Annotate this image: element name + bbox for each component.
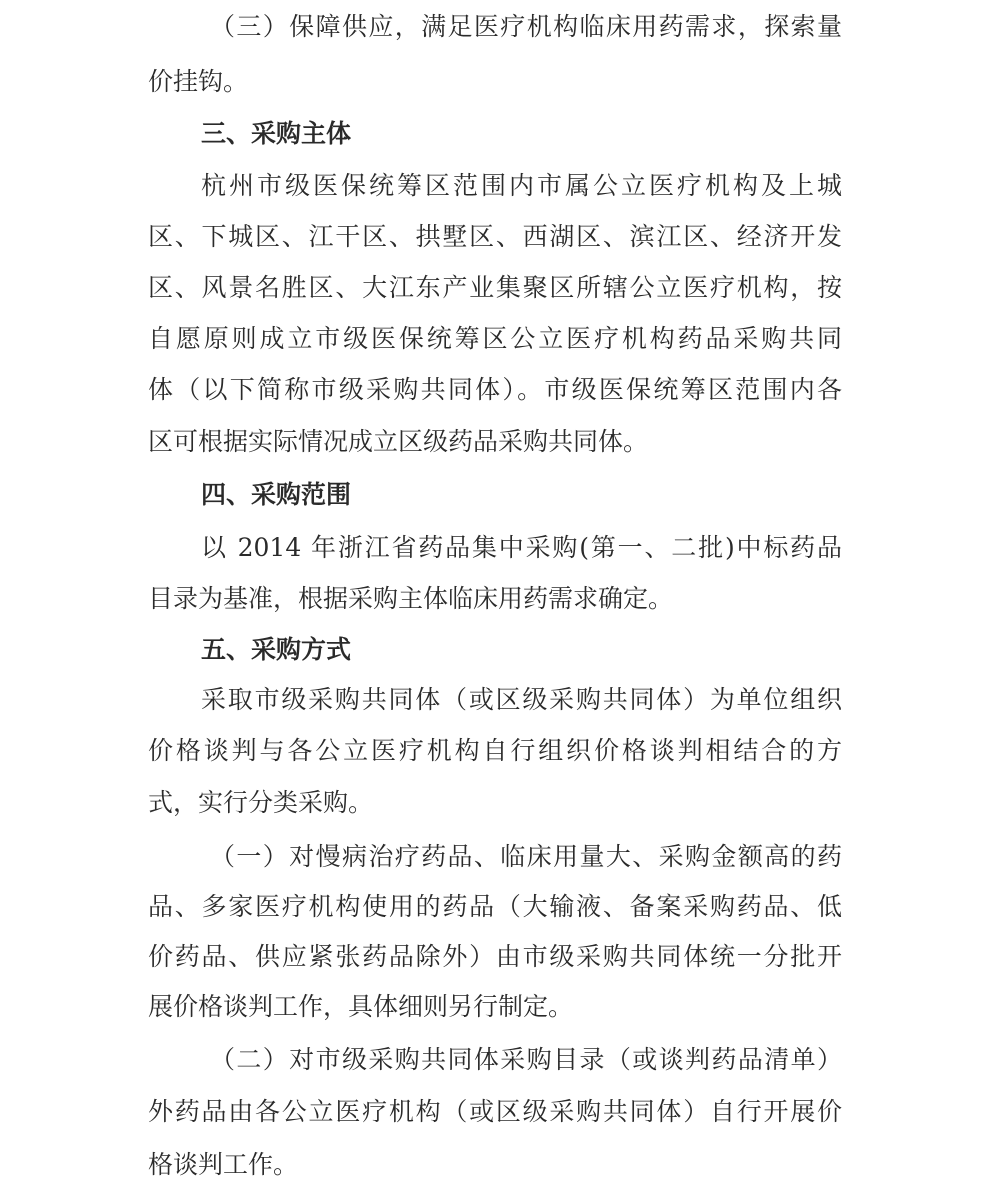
paragraph-line: 价格谈判与各公立医疗机构自行组织价格谈判相结合的方 (148, 736, 842, 765)
paragraph-line: 格谈判工作。 (148, 1150, 299, 1179)
paragraph-line: （三）保障供应，满足医疗机构临床用药需求，探索量 (210, 12, 842, 41)
paragraph-line: （一）对慢病治疗药品、临床用量大、采购金额高的药 (210, 842, 842, 871)
paragraph-line: 外药品由各公立医疗机构（或区级采购共同体）自行开展价 (148, 1097, 842, 1126)
paragraph-line: （二）对市级采购共同体采购目录（或谈判药品清单） (210, 1045, 842, 1074)
paragraph-line: 杭州市级医保统筹区范围内市属公立医疗机构及上城 (201, 171, 842, 200)
paragraph-line: 采取市级采购共同体（或区级采购共同体）为单位组织 (201, 685, 842, 714)
paragraph-line: 区、风景名胜区、大江东产业集聚区所辖公立医疗机构，按 (148, 273, 842, 302)
paragraph-line: 品、多家医疗机构使用的药品（大输液、备案采购药品、低 (148, 892, 842, 921)
paragraph-line: 展价格谈判工作，具体细则另行制定。 (148, 992, 574, 1021)
paragraph-line: 价挂钩。 (148, 67, 249, 96)
section-heading-purchasing-subject: 三、采购主体 (201, 119, 352, 148)
section-heading-purchasing-method: 五、采购方式 (201, 635, 352, 664)
paragraph-line: 区可根据实际情况成立区级药品采购共同体。 (148, 427, 649, 456)
paragraph-line: 目录为基准，根据采购主体临床用药需求确定。 (148, 584, 674, 613)
section-heading-purchasing-scope: 四、采购范围 (201, 480, 352, 509)
paragraph-line: 体（以下简称市级采购共同体）。市级医保统筹区范围内各 (148, 375, 842, 404)
paragraph-line: 区、下城区、江干区、拱墅区、西湖区、滨江区、经济开发 (148, 222, 842, 251)
paragraph-line: 价药品、供应紧张药品除外）由市级采购共同体统一分批开 (148, 942, 842, 971)
paragraph-line: 式，实行分类采购。 (148, 788, 374, 817)
paragraph-line: 自愿原则成立市级医保统筹区公立医疗机构药品采购共同 (148, 324, 842, 353)
paragraph-line: 以 2014 年浙江省药品集中采购(第一、二批)中标药品 (201, 533, 842, 562)
